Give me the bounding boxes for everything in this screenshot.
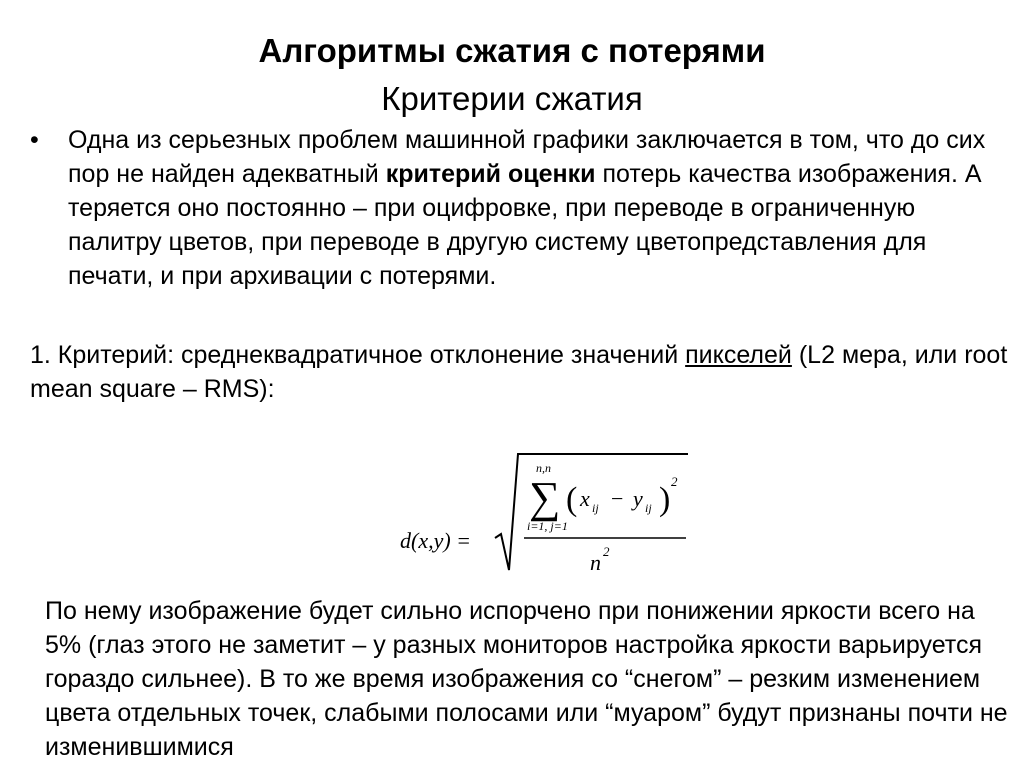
- formula-open-paren: (: [566, 481, 578, 518]
- slide-title: Алгоритмы сжатия с потерями: [258, 32, 766, 69]
- criterion-underlined-term: пикселей: [685, 341, 792, 369]
- formula-sum-symbol: ∑: [529, 473, 561, 522]
- formula-sum-upper: n,n: [536, 461, 551, 475]
- note-paragraph: По нему изображение будет сильно испорчено при понижении яркости всего на 5% (глаз этого не заметит – у разных мониторов настройка яркости варьируется гораздо сильнее). В то же время изображения со “снегом” – резким изменением цвета отдельных точек, слабыми полосами или “муаром” будут признаны почти не изменившимися: [45, 597, 1008, 761]
- formula-close-paren: ): [659, 481, 671, 518]
- formula-denominator: n: [590, 550, 601, 575]
- bullet-text-after: потерь качества изображения. А теряется оно постоянно – при оцифровке, при переводе в ограниченную палитру цветов, при переводе в другую систему цветопредставления для печати, и при архивации с потерями.: [68, 160, 982, 290]
- criterion-paragraph: [30, 338, 1010, 406]
- formula-y-term: y: [633, 486, 643, 511]
- formula-exponent: 2: [671, 474, 678, 489]
- formula-lhs: d(x,y) =: [400, 528, 472, 553]
- bullet-bold-term: критерий оценки: [385, 160, 596, 188]
- criterion-suffix: (L2 мера, или root mean square – RMS):: [30, 341, 1008, 403]
- formula-denominator-exp: 2: [603, 544, 610, 559]
- rms-formula: [400, 450, 700, 580]
- formula-minus: −: [611, 486, 624, 511]
- slide-subtitle: Критерии сжатия: [381, 80, 643, 117]
- formula-sum-lower: i=1, j=1: [527, 519, 568, 533]
- bullet-mark: •: [30, 126, 39, 154]
- bullet-text: [68, 123, 1013, 293]
- bullet-text-before: Одна из серьезных проблем машинной графики заключается в том, что до сих пор не найден адекватный: [68, 126, 986, 188]
- criterion-prefix: 1. Критерий: среднеквадратичное отклонение значений: [30, 341, 679, 369]
- formula-x-term: x: [580, 486, 590, 511]
- formula-y-sub: ij: [645, 501, 652, 515]
- formula-x-sub: ij: [592, 501, 599, 515]
